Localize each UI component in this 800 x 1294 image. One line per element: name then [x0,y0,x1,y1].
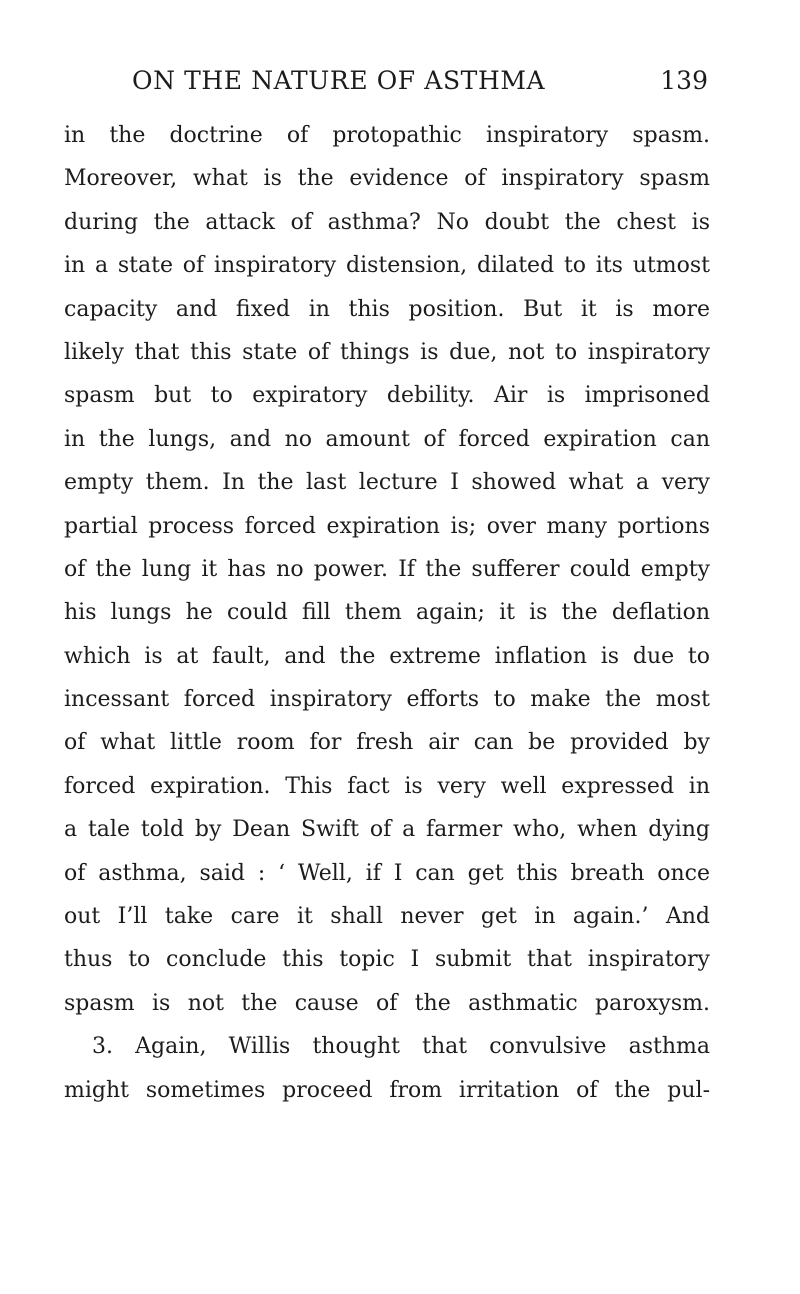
text-line: of asthma, said : ‘ Well, if I can get this breath once [64,860,710,886]
text-line: spasm is not the cause of the asthmatic paroxysm. [64,990,710,1016]
text-line: in the lungs, and no amount of forced expiration can [64,426,710,452]
text-line: likely that this state of things is due, not to inspiratory [64,339,710,365]
text-line: a tale told by Dean Swift of a farmer who, when dying [64,817,710,843]
page-number: 139 [660,66,708,95]
text-line: of the lung it has no power. If the sufferer could empty [64,556,710,582]
text-line: thus to conclude this topic I submit that inspiratory [64,947,710,973]
text-line: during the attack of asthma? No doubt the chest is [64,209,710,235]
text-line: Moreover, what is the evidence of inspiratory spasm [64,166,710,192]
text-line: in the doctrine of protopathic inspiratory spasm. [64,123,710,148]
text-line: capacity and fixed in this position. But it is more [64,296,710,322]
text-line: his lungs he could fill them again; it is the deflation [64,600,710,626]
running-title: ON THE NATURE OF ASTHMA [132,66,546,95]
body-text [64,114,710,1112]
text-line: in a state of inspiratory distension, dilated to its utmost [64,253,710,279]
text-line: spasm but to expiratory debility. Air is imprisoned [64,383,710,409]
text-line: might sometimes proceed from irritation of the pul- [64,1077,710,1103]
text-line: partial process forced expiration is; over many portions [64,513,710,539]
text-line: of what little room for fresh air can be provided by [64,730,710,756]
text-line: forced expiration. This fact is very well expressed in [64,773,710,799]
text-line: 3. Again, Willis thought that convulsive asthma [92,1034,710,1060]
text-line: out I’ll take care it shall never get in again.’ And [64,904,710,930]
running-head [132,66,708,106]
text-line: empty them. In the last lecture I showed what a very [64,470,710,496]
text-line: which is at fault, and the extreme inflation is due to [64,643,710,669]
text-line: incessant forced inspiratory efforts to make the most [64,687,710,713]
